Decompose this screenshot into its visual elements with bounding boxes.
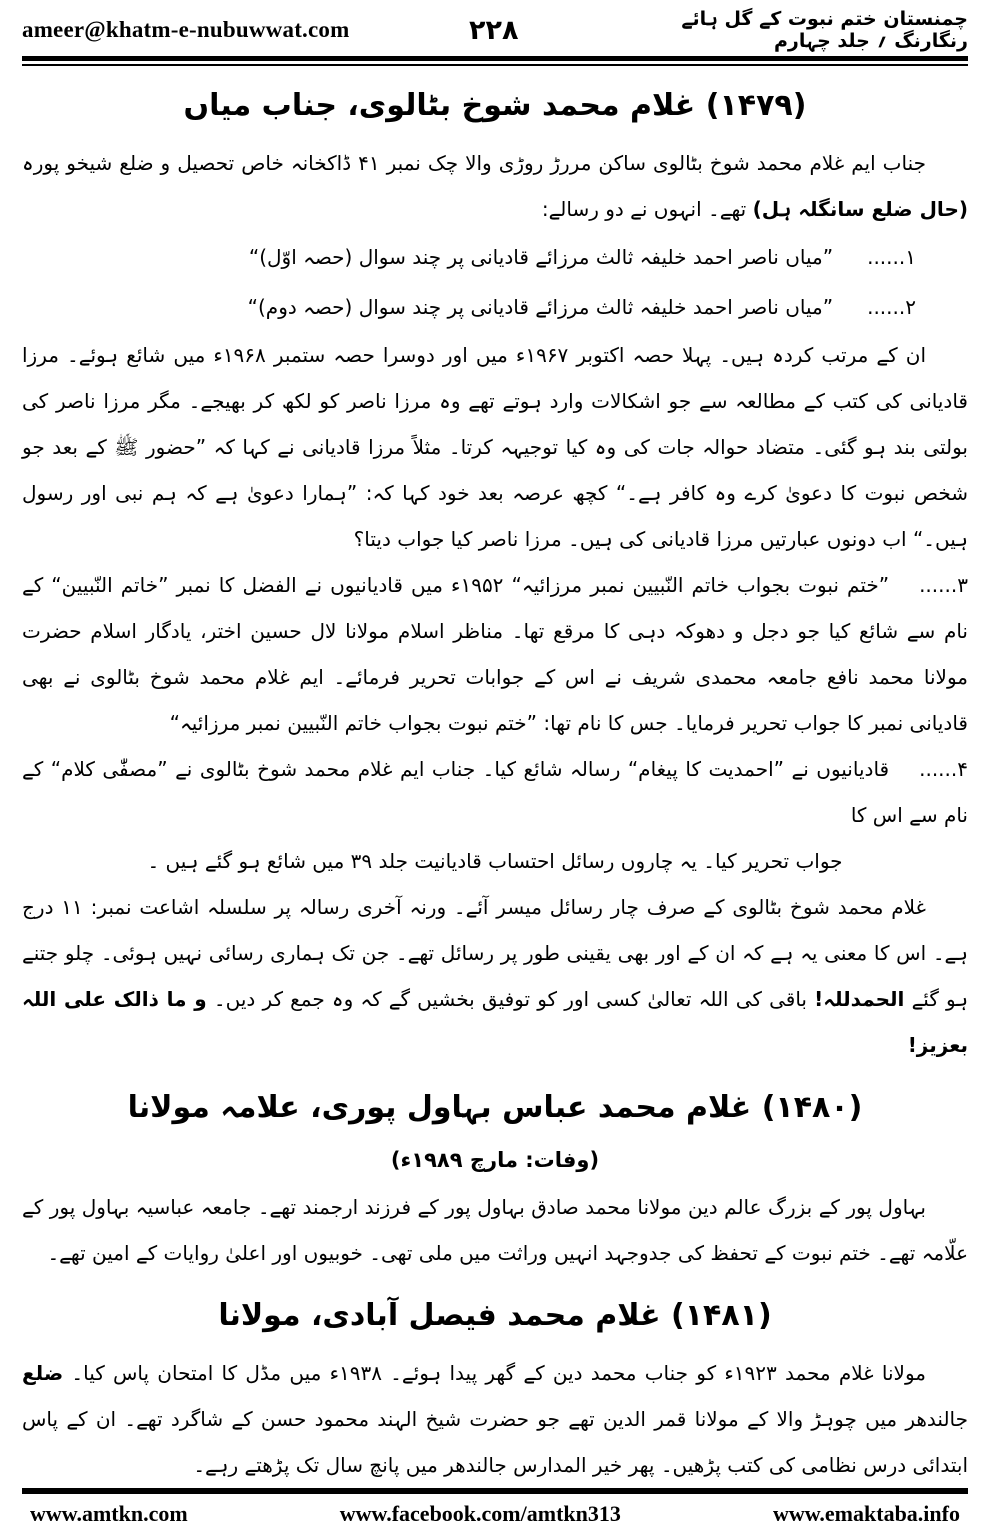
header-divider [22, 56, 968, 66]
footer-links-row [22, 1494, 968, 1537]
closing-text-1: غلام محمد شوخ بٹالوی کے صرف چار رسائل میسر آئے۔ ورنہ آخری رسالہ پر سلسلہ اشاعت نمبر: ۱۱ درج ہے۔ اس کا معنی یہ ہے کہ ان کے اور بھی یقینی طور پر رسائل تھے۔ جن تک ہماری رسائی نہیں ہوئی۔ چلو جتنے ہو گئے [22, 895, 969, 1011]
item-2-number: ۲...... [867, 295, 916, 319]
entry-1481-para [22, 1350, 968, 1488]
item-1-title: ”میاں ناصر احمد خلیفہ ثالث مرزائے قادیانی پر چند سوال (حصہ اوّل)“ [248, 245, 834, 269]
entry-heading-1480: (۱۴۸۰) غلام محمد عباس بہاول پوری، علامہ مولانا [127, 1090, 863, 1125]
entry-1479-intro [22, 140, 968, 232]
booklet-item-4-continuation: جواب تحریر کیا۔ یہ چاروں رسائل احتساب قادیانیت جلد ۳۹ میں شائع ہو گئے ہیں ۔ [147, 849, 843, 873]
page-body [22, 66, 968, 1488]
item-3-text: ”ختم نبوت بجواب خاتم النّبیین نمبر مرزائیہ“ ۱۹۵۲ء میں قادیانیوں نے الفضل کا نمبر ”خاتم النّبیین“ کے نام سے شائع کیا جو دجل و دھوکہ دہی کا مرقع تھا۔ مناظر اسلام مولانا لال حسین اختر، یادگار اسلام حضرت مولانا محمد نافع جامعہ محمدی شریف نے اس کے جوابات تحریر فرمائے۔ ایم غلام محمد شوخ بٹالوی نے بھی قادیانی نمبر کا جواب تحریر فرمایا۔ جس کا نام تھا: ”ختم نبوت بجواب خاتم النّبیین نمبر مرزائیہ“ [22, 573, 968, 735]
item-3-number: ۳...... [919, 573, 968, 597]
booklet-item-2 [22, 282, 968, 332]
item-2-title: ”میاں ناصر احمد خلیفہ ثالث مرزائے قادیانی پر چند سوال (حصہ دوم)“ [247, 295, 834, 319]
header-email: ameer@khatm-e-nubuwwat.com [22, 17, 350, 42]
page-footer [22, 1488, 968, 1537]
closing-alhamdulillah: الحمدللہ! [814, 987, 905, 1011]
booklet-item-4 [22, 746, 968, 838]
page-number: ۲۲۸ [469, 14, 519, 46]
item-4-text: قادیانیوں نے ”احمدیت کا پیغام“ رسالہ شائع کیا۔ جناب ایم غلام محمد شوخ بٹالوی نے ”مصفّٰی کلام“ کے نام سے اس کا [22, 757, 968, 827]
header-divider-thick-line [22, 56, 968, 61]
entry-1479-closing-para [22, 884, 968, 1068]
entry-1480-death-date: (وفات: مارچ ۱۹۸۹ء) [390, 1148, 600, 1172]
footer-url-amtkn: www.amtkn.com [30, 1501, 188, 1526]
book-title: چمنستان ختم نبوت کے گل ہائے رنگارنگ ؍ جلد چہارم [681, 8, 968, 52]
page-header [22, 10, 968, 50]
closing-arabic-phrase: و ما ذالک علی اللہ بعزیز! [22, 987, 968, 1057]
entry-1479-publication-para: ان کے مرتب کردہ ہیں۔ پہلا حصہ اکتوبر ۱۹۶۷ء میں اور دوسرا حصہ ستمبر ۱۹۶۸ء میں شائع ہوئے۔ مرزا قادیانی کی کتب کے مطالعہ سے جو اشکالات وارد ہوتے تھے وہ مرزا ناصر کو لکھ کر بھیجے۔ مگر مرزا ناصر کی بولتی بند ہو گئی۔ متضاد حوالہ جات کی وہ کیا توجیہہ کرتا۔ مثلاً مرزا قادیانی نے کہا کہ ”حضور ﷺ کے بعد جو شخص نبوت کا دعویٰ کرے وہ کافر ہے۔“ کچھ عرصہ بعد خود کہا کہ: ”ہمارا دعویٰ ہے کہ ہم نبی اور رسول ہیں۔“ اب دونوں عبارتیں مرزا قادیانی کی ہیں۔ مرزا ناصر کیا جواب دیتا؟ [22, 343, 968, 551]
entry-1480-para: بہاول پور کے بزرگ عالم دین مولانا محمد صادق بہاول پور کے فرزند ارجمند تھے۔ جامعہ عباسیہ بہاول پور کے علّامہ تھے۔ ختم نبوت کے تحفظ کی جدوجہد انہیں وراثت میں ملی تھی۔ خوبیوں اور اعلیٰ روایات کے امین تھے۔ [22, 1195, 968, 1265]
item-1-number: ۱...... [867, 245, 916, 269]
entry-1481-text-2: جالندھر میں چوہڑ والا کے مولانا قمر الدین تھے جو حضرت شیخ الہند محمود حسن کے شاگرد تھے۔ ان کے پاس ابتدائی درس نظامی کی کتب پڑھیں۔ پھر خیر المدارس جالندھر میں پانچ سال تک پڑھتے رہے۔ [22, 1407, 968, 1477]
footer-url-emaktaba: www.emaktaba.info [772, 1501, 960, 1526]
entry-heading-1479: (۱۴۷۹) غلام محمد شوخ بٹالوی، جناب میاں [183, 88, 807, 123]
intro-text: جناب ایم غلام محمد شوخ بٹالوی ساکن مررڑ روڑی والا چک نمبر ۴۱ ڈاکخانہ خاص تحصیل و ضلع شیخو پورہ [22, 151, 926, 175]
booklet-item-3 [22, 562, 968, 746]
closing-text-2: باقی کی اللہ تعالیٰ کسی اور کو توفیق بخشیں گے کہ وہ جمع کر دیں۔ [213, 987, 807, 1011]
footer-url-facebook: www.facebook.com/amtkn313 [339, 1501, 621, 1526]
intro-bold-note: (حال ضلع سانگلہ ہل) [752, 197, 968, 221]
item-4-number: ۴...... [919, 757, 969, 781]
booklet-item-1 [22, 232, 968, 282]
entry-heading-1481: (۱۴۸۱) غلام محمد فیصل آبادی، مولانا [218, 1298, 772, 1333]
entry-1481-bold-district: ضلع [22, 1361, 64, 1385]
intro-tail: تھے۔ انہوں نے دو رسالے: [541, 197, 747, 221]
entry-1481-text-1: مولانا غلام محمد ۱۹۲۳ء کو جناب محمد دین کے گھر پیدا ہوئے۔ ۱۹۳۸ء میں مڈل کا امتحان پاس کیا۔ [71, 1361, 926, 1385]
